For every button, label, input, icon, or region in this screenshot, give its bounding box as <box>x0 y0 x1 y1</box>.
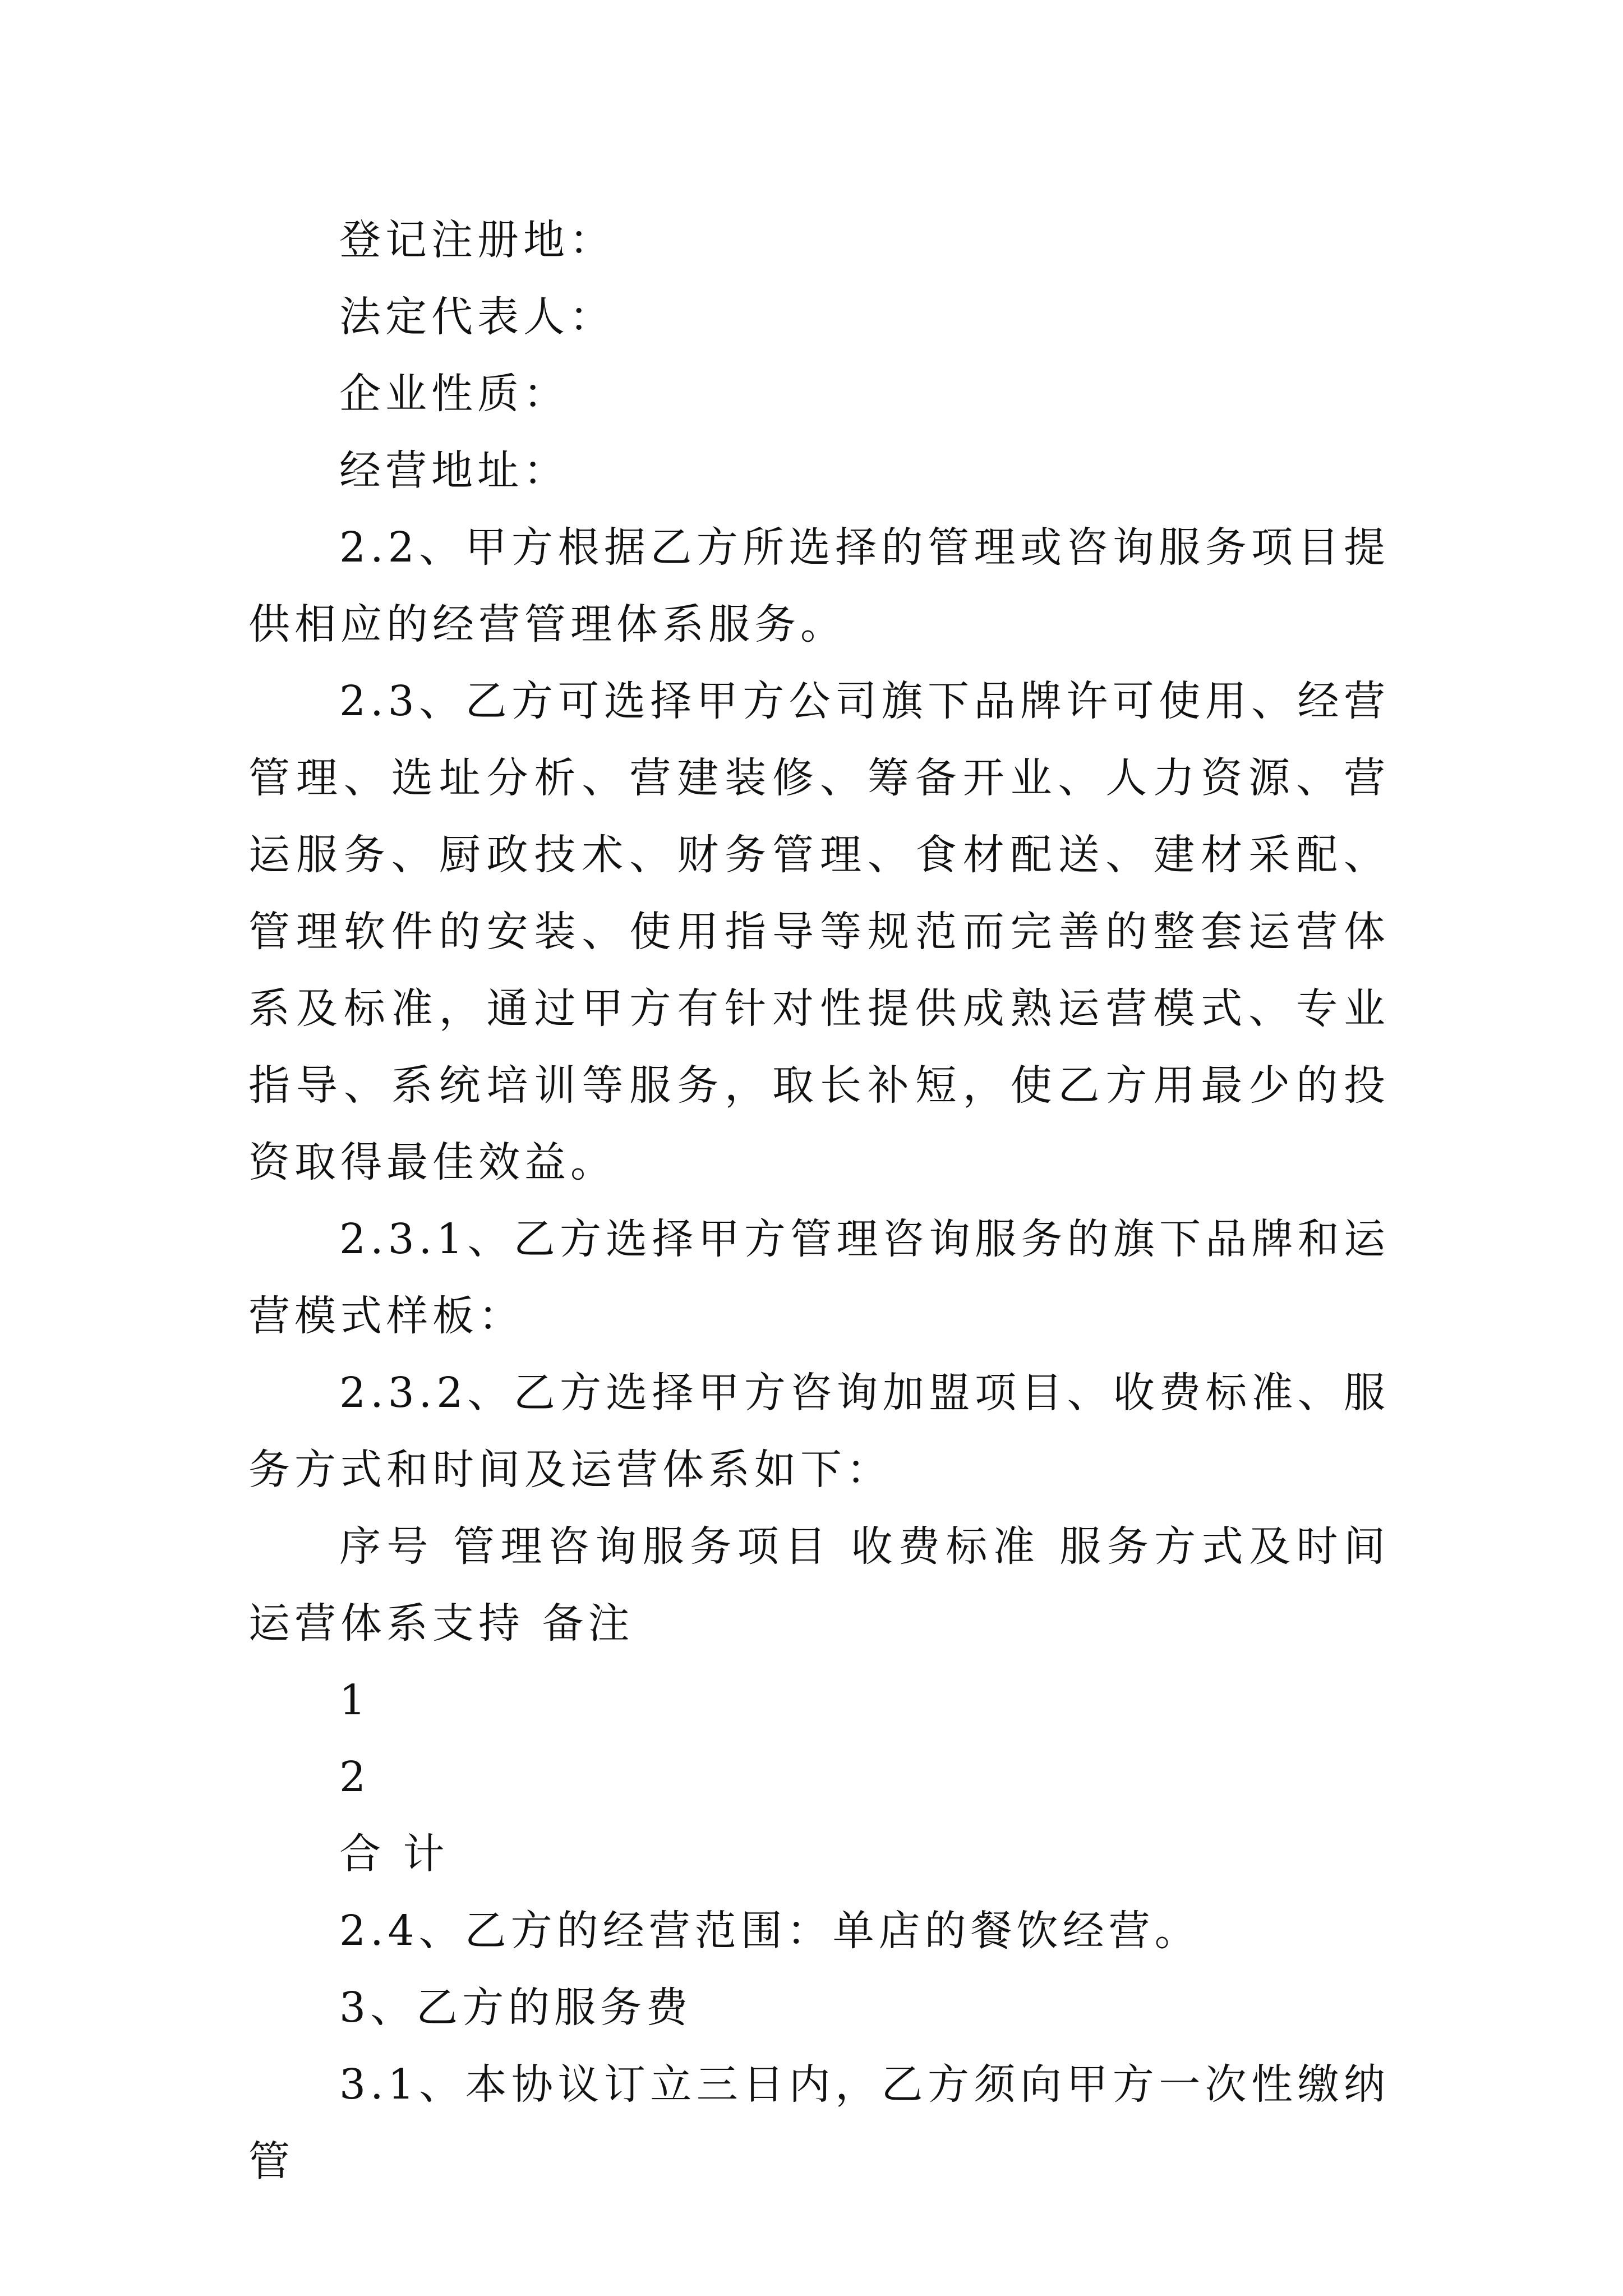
table-header-line: 序号 管理咨询服务项目 收费标准 服务方式及时间运营体系支持 备注 <box>248 1522 1390 1648</box>
clause-2-3: 2.3、乙方可选择甲方公司旗下品牌许可使用、经营管理、选址分析、营建装修、筹备开业、人力资源、营运服务、厨政技术、财务管理、食材配送、建材采配、管理软件的安装、使用指导等规范而完善的整套运营体系及标准，通过甲方有针对性提供成熟运营模式、专业指导、系统培训等服务，取长补短，使乙方用最少的投资取得最佳效益。 <box>248 677 1390 1186</box>
document-body <box>248 202 1390 2200</box>
table-row-1: 1 <box>339 1676 371 1724</box>
legal-representative-line: 法定代表人： <box>339 293 615 341</box>
business-address-line: 经营地址： <box>339 447 569 495</box>
section-3-heading: 3、乙方的服务费 <box>339 1984 693 2032</box>
table-total-row: 合 计 <box>339 1830 449 1878</box>
enterprise-nature-line: 企业性质： <box>339 370 569 418</box>
registered-address-line: 登记注册地： <box>339 216 615 264</box>
clause-2-3-1: 2.3.1、乙方选择甲方管理咨询服务的旗下品牌和运营模式样板： <box>248 1215 1390 1340</box>
clause-2-4: 2.4、乙方的经营范围：单店的餐饮经营。 <box>339 1907 1201 1955</box>
clause-3-1: 3.1、本协议订立三日内，乙方须向甲方一次性缴纳管 <box>248 2060 1390 2185</box>
clause-2-2: 2.2、甲方根据乙方所选择的管理或咨询服务项目提供相应的经营管理体系服务。 <box>248 523 1390 648</box>
table-row-2: 2 <box>339 1753 371 1801</box>
clause-2-3-2: 2.3.2、乙方选择甲方咨询加盟项目、收费标准、服务方式和时间及运营体系如下： <box>248 1369 1390 1494</box>
